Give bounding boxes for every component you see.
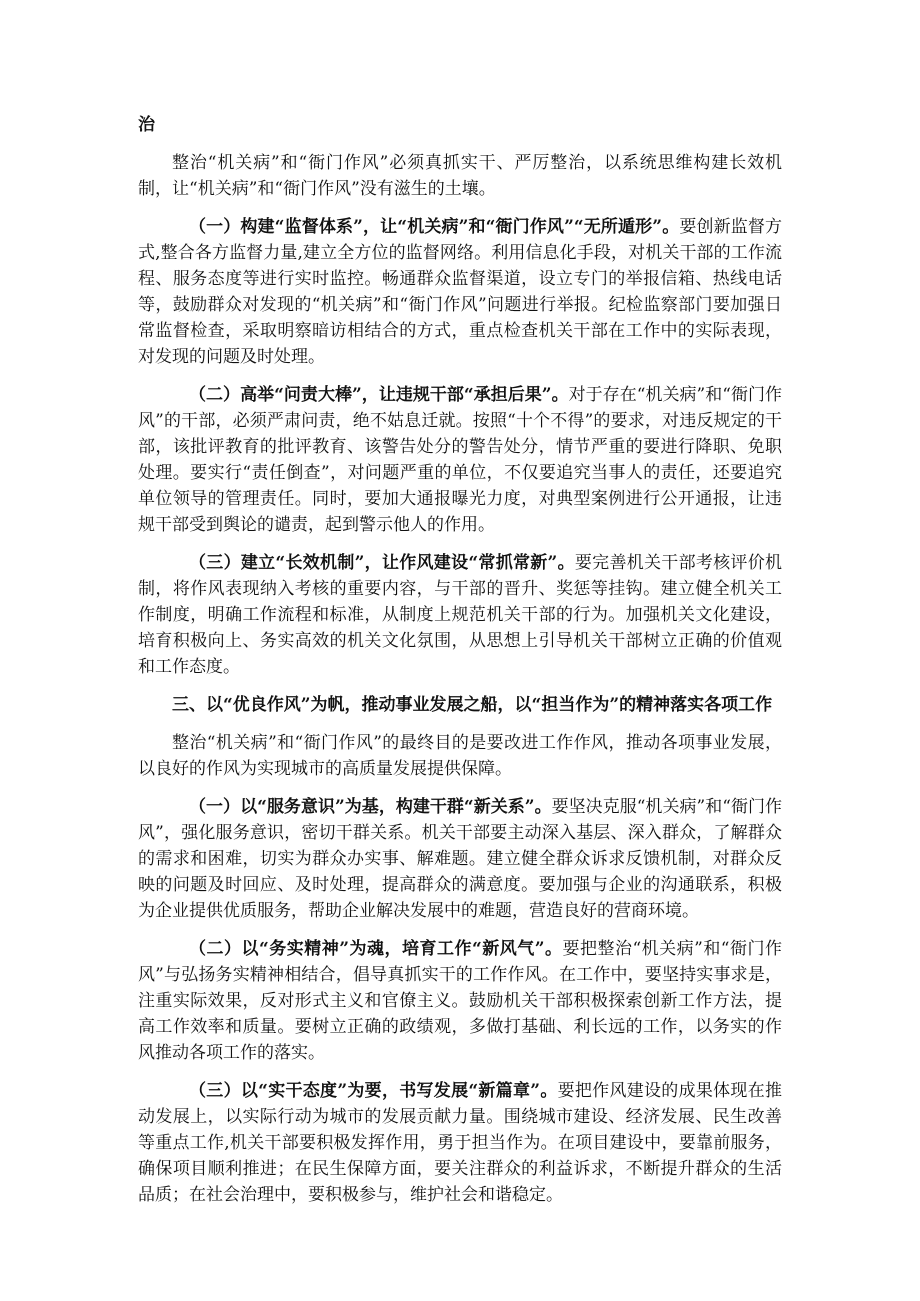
item-lead: （一）构建“监督体系”，让“机关病”和“衙门作风”“无所遁形”。	[189, 217, 680, 237]
list-item	[138, 382, 782, 538]
list-item	[138, 794, 782, 924]
item-body: 要创新监督方式,整合各方监督力量,建立全方位的监督网络。利用信息化手段，对机关干部的工作流程、服务态度等进行实时监控。畅通群众监督渠道，设立专门的举报信箱、热线电话等，鼓励群众对发现的“机关病”和“衙门作风”问题进行举报。纪检监察部门要加强日常监督检查，采取明察暗访相结合的方式，重点检查机关干部在工作中的实际表现，对发现的问题及时处理。	[138, 217, 783, 367]
section-intro: 整治“机关病”和“衙门作风”的最终目的是要改进工作作风，推动各项事业发展，以良好的作风为实现城市的高质量发展提供保障。	[138, 733, 782, 779]
item-body: 要把作风建设的成果体现在推动发展上，以实际行动为城市的发展贡献力量。围绕城市建设、经济发展、民生改善等重点工作,机关干部要积极发挥作用，勇于担当作为。在项目建设中，要靠前服务，确保项目顺利推进；在民生保障方面，要关注群众的利益诉求，不断提升群众的生活品质；在社会治理中，要积极参与，维护社会和谐稳定。	[138, 1081, 782, 1205]
section-heading: 三、以“优良作风”为帆，推动事业发展之船，以“担当作为”的精神落实各项工作	[172, 695, 773, 715]
section-intro: 整治“机关病”和“衙门作风”必须真抓实干、严厉整治，以系统思维构建长效机制，让“机关病”和“衙门作风”没有滋生的土壤。	[138, 153, 782, 199]
list-item	[138, 550, 782, 680]
item-lead: （一）以“服务意识”为基，构建干群“新关系”。	[189, 797, 552, 817]
item-lead: （二）高举“问责大棒”，让违规干部“承担后果”。	[189, 385, 569, 405]
item-lead: （二）以“务实精神”为魂，培育工作“新风气”。	[189, 939, 563, 959]
list-item	[138, 936, 782, 1066]
item-body: 要坚决克服“机关病”和“衙门作风”，强化服务意识，密切干群关系。机关干部要主动深入基层、深入群众，了解群众的需求和困难，切实为群众办实事、解难题。建立健全群众诉求反馈机制，对群众反映的问题及时回应、及时处理，提高群众的满意度。要加强与企业的沟通联系，积极为企业提供优质服务，帮助企业解决发展中的难题，营造良好的营商环境。	[138, 797, 782, 921]
heading-continuation: 治	[138, 115, 155, 135]
list-item	[138, 1078, 782, 1208]
item-lead: （三）以“实干态度”为要，书写发展“新篇章”。	[189, 1081, 558, 1101]
item-lead: （三）建立“长效机制”，让作风建设“常抓常新”。	[189, 553, 575, 573]
document-page	[138, 112, 782, 1220]
list-item	[138, 214, 782, 370]
item-body: 对于存在“机关病”和“衙门作风”的干部，必须严肃问责，绝不姑息迁就。按照“十个不得”的要求，对违反规定的干部，该批评教育的批评教育、该警告处分的警告处分，情节严重的要进行降职、免职处理。要实行“责任倒查”，对问题严重的单位，不仅要追究当事人的责任，还要追究单位领导的管理责任。同时，要加大通报曝光力度，对典型案例进行公开通报，让违规干部受到舆论的谴责，起到警示他人的作用。	[138, 385, 782, 535]
item-body: 要把整治“机关病”和“衙门作风”与弘扬务实精神相结合，倡导真抓实干的工作作风。在工作中，要坚持实事求是，注重实际效果，反对形式主义和官僚主义。鼓励机关干部积极探索创新工作方法，提高工作效率和质量。要树立正确的政绩观，多做打基础、利长远的工作，以务实的作风推动各项工作的落实。	[138, 939, 782, 1063]
item-body: 要完善机关干部考核评价机制，将作风表现纳入考核的重要内容，与干部的晋升、奖惩等挂钩。建立健全机关工作制度，明确工作流程和标准，从制度上规范机关干部的行为。加强机关文化建设，培育积极向上、务实高效的机关文化氛围，从思想上引导机关干部树立正确的价值观和工作态度。	[138, 553, 782, 677]
